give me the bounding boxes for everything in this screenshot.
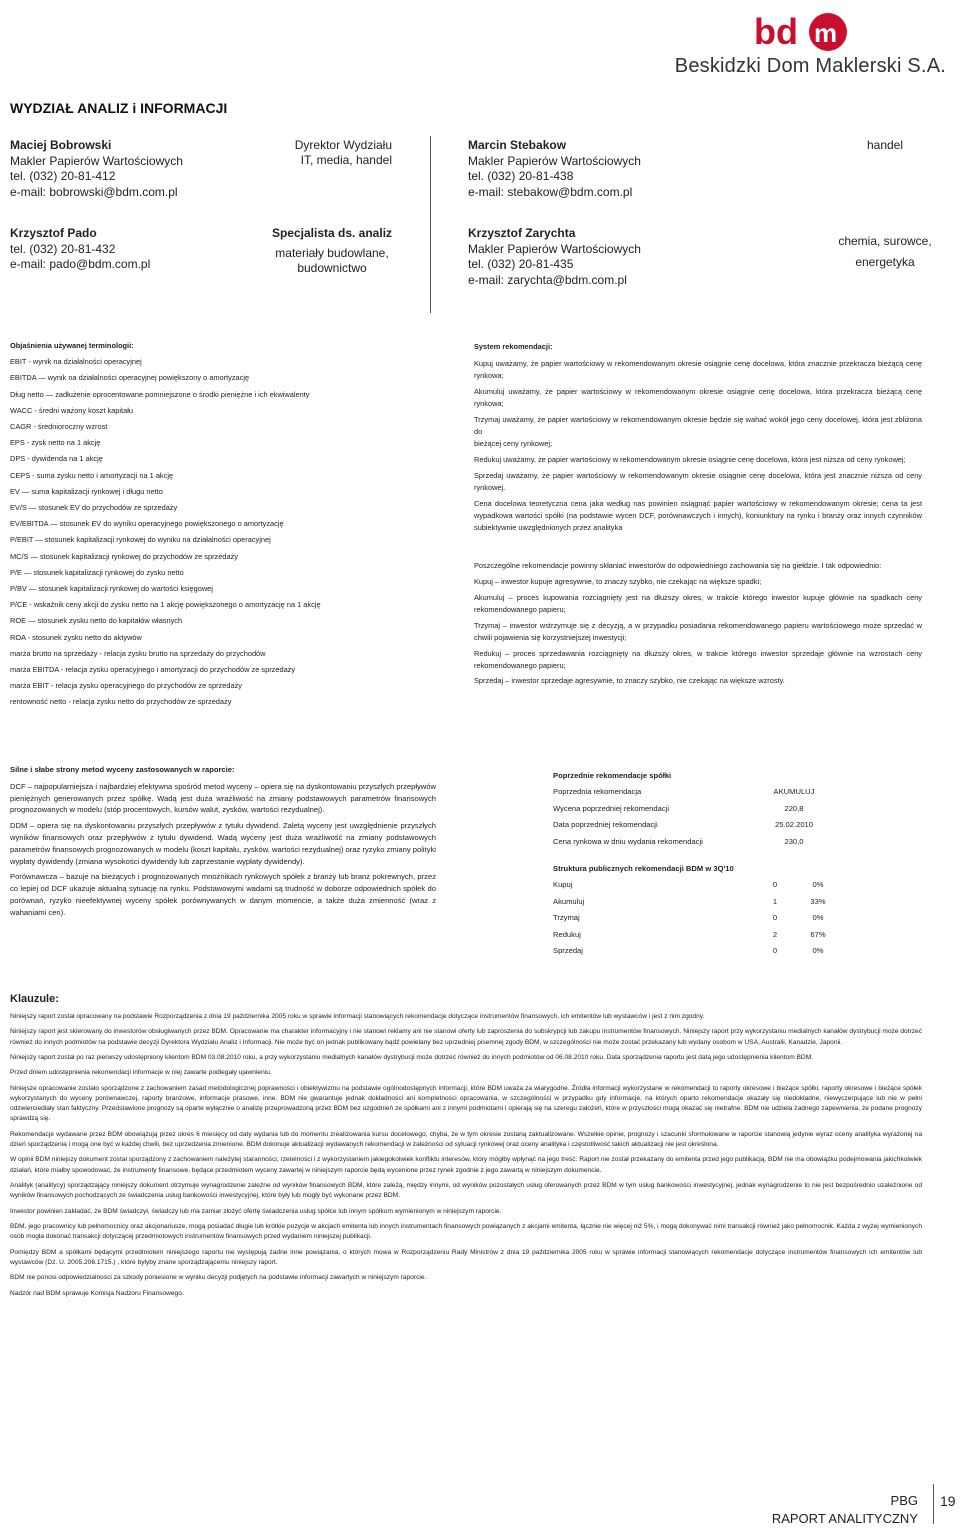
methods-heading: Silne i słabe strony metod wyceny zastosowanych w raporcie: [10,765,235,774]
contact-name: Maciej Bobrowski [10,138,112,152]
structure-table [553,861,843,959]
klauzula-item: Przed dniem udostępnienia rekomendacji informacje w niej zawarte podlegały ujawnieniu. [10,1069,272,1077]
svg-text:m: m [814,18,838,48]
svg-text:bd: bd [754,11,798,52]
contact-title: Makler Papierów Wartościowych [468,153,641,168]
contact-stebakow [468,138,641,200]
table-row: Wycena poprzedniej rekomendacji 220,8 [553,803,804,813]
methods-section [10,764,436,923]
term-item: ROA - stosunek zysku netto do aktywów [10,632,142,642]
contact-phone: tel. (032) 20-81-435 [468,257,574,271]
role-pado [262,226,402,276]
rec-item: Trzymaj – inwestor wstrzymuje się z decyzją, a w przypadku posiadania rekomendowanego papieru wartościowego może sprzedać w chwili pojawienia się korzystniejszej inwestycji; [474,620,922,642]
role-line: Specjalista ds. analiz [271,226,393,240]
klauzula-item: Pomiędzy BDM a spółkami będącymi przedmiotem niniejszego raportu nie występują żadne inne powiązania, o których mowa w Rozporządzeniu Rady Ministrów z dnia 19 października 2005 roku w sprawie informacji stanowiących rekomendacje dotyczące instrumentów finansowych ich emitentów lub wystawców (Dz. U. 2005.206.1715.) , które byłyby znane sporządzającemu niniejszy raport. [10,1248,922,1266]
term-item: EV/EBITDA — stosunek EV do wyniku operacyjnego powiększonego o amortyzację [10,519,284,529]
contact-email[interactable]: e-mail: bobrowski@bdm.com.pl [10,184,178,199]
klauzula-item: Analityk (analitycy) sporządzający niniejszy dokument otrzymuje wynagrodzenie zależne od wyników finansowych BDM, które zależą, między innymi, od wyników pozostałych usług oferowanych przez BDM w tym usług bankowości inwestycyjnej, jednak wynagrodzenie to nie jest bezpośrednio uzależnione od wyników finansowych pochodzących ze świadczenia usług bankowości inwestycyjnej, które były lub mogły być wykonane przez BDM. [10,1181,922,1200]
term-item: CAGR - średnioroczny wzrost [10,422,108,432]
contact-phone: tel. (032) 20-81-412 [10,169,116,183]
term-item: EV — suma kapitalizacji rynkowej i długu netto [10,486,163,496]
terminology-heading: Objaśnienia używanej terminologii: [10,341,134,350]
klauzula-item: Rekomendacje wydawane przez BDM obowiązują przez okres 6 miesięcy od daty wydania lub do momentu zrealizowania kursu docelowego, chyba, że w tym okresie zostaną zaktualizowane. Wszelkie opinie, prognozy i szacunki sformułowane w raporcie stanowią jedynie wyraz oceny analityka wyrażonej na dzień sporządzenia i mogą one być w każdej chwili, bez uprzedzenia zmienione. BDM dokonuje aktualizacji wydawanych rekomendacji w zależności od sytuacji rynkowej oraz oceny analityka i częstotliwość takich aktualizacji nie jest określona. [10,1130,922,1148]
role-bobrowski [250,138,392,168]
role-line: Dyrektor Wydziału [294,138,392,152]
term-item: P/BV — stosunek kapitalizacji rynkowej do wartości księgowej [10,584,213,594]
term-item: marża EBIT - relacja zysku operacyjnego do przychodów ze sprzedaży [10,681,242,691]
rec-item: Sprzedaj – inwestor sprzedaje agresywnie, to znaczy szybko, nie czekając na większe wzrosty. [474,676,785,686]
term-item: ROE — stosunek zysku netto do kapitałów własnych [10,616,183,626]
contact-zarychta [468,226,641,288]
rec-item: Poszczególne rekomendacje powinny skłaniać inwestorów do odpowiedniego zachowania się na giełdzie. I tak odpowiednio: [474,561,882,571]
role-line: chemia, surowce, [838,234,932,248]
page-number: 19 [940,1493,956,1509]
table-heading: Poprzednie rekomendacje spółki [553,771,672,780]
term-item: DPS - dywidenda na 1 akcję [10,454,103,464]
table-row: Cena rynkowa w dniu wydania rekomendacji 230,0 [553,836,804,846]
table-row: Akumuluj 1 33% [553,896,826,906]
term-item: P/E — stosunek kapitalizacji rynkowej do zysku netto [10,567,184,577]
recommendation-section [474,341,922,691]
contact-phone: tel. (032) 20-81-438 [468,169,574,183]
role-stebakow [820,138,950,153]
term-item: P/EBIT — stosunek kapitalizacji rynkowej do wyniku na działalności operacyjnej [10,535,271,545]
klauzula-item: Niniejsze opracowanie zostało sporządzone z zachowaniem zasad metodologicznej poprawności i obiektywizmu na podstawie ogólnodostępnych informacji, które BDM uważa za wiarygodne. Źródła informacji wykorzystane w rekomendacji to raporty okresowe i bieżące spółki, raporty okresowe i bieżące spółek wykorzystanych do wyceny porównawczej, raporty branżowe, informacje prasowe, inne. BDM nie gwarantuje jednak dokładności ani kompletności opracowania, w szczególności w przypadku gdy informacje, na których oparto rekomendacje okazały się niedokładne, niewyczerpujące lub nie w pełni odzwierciedlały stan faktyczny. Przedstawione prognozy są oparte wyłącznie o analizę przeprowadzoną przez BDM bez uzgodnień ze spółkami ani z innymi podmiotami i opierają się na szeregu założeń, które w przyszłości mogą okazać się nietrafne. BDM nie udziela żadnego zapewnienia, że podane prognozy sprawdzą się. [10,1084,922,1123]
term-item: CEPS - suma zysku netto i amortyzacji na 1 akcję [10,470,174,480]
role-line: IT, media, handel [300,153,392,167]
department-title: WYDZIAŁ ANALIZ i INFORMACJI [10,100,228,116]
term-item: marża EBITDA - relacja zysku operacyjnego i amortyzacji do przychodów ze sprzedaży [10,665,296,675]
role-line: energetyka [855,255,915,269]
table-heading: Struktura publicznych rekomendacji BDM w 3Q'10 [553,864,734,873]
contact-name: Krzysztof Zarychta [468,226,576,240]
contact-title: Makler Papierów Wartościowych [468,241,641,256]
table-row: Sprzedaj 0 0% [553,945,824,955]
klauzula-item: Niniejszy raport został opracowany na podstawie Rozporządzenia z dnia 19 października 2005 roku w sprawie informacji stanowiących rekomendacje dotyczące instrumentów finansowych, ich emitentów lub wystawców i jest z nim zgodny. [10,1013,705,1020]
contact-title: Makler Papierów Wartościowych [10,153,183,168]
company-name: Beskidzki Dom Maklerski S.A. [674,55,946,77]
footer-report-type: RAPORT ANALITYCZNY [771,1511,918,1526]
terminology-section [10,338,450,711]
term-item: rentowność netto - relacja zysku netto do przychodów ze sprzedaży [10,697,232,707]
table-row: Redukuj 2 67% [553,929,826,939]
term-item: P/CE - wskaźnik ceny akcji do zysku netto na 1 akcję powiększonego o amortyzację na 1 akcję [10,600,321,610]
role-line: materiały budowlane, [275,246,389,260]
contact-name: Marcin Stebakow [468,138,567,152]
term-item: EPS - zysk netto na 1 akcję [10,438,101,448]
contact-phone: tel. (032) 20-81-432 [10,241,116,256]
klauzule-section [10,1012,922,1304]
rec-item: Redukuj uważamy, że papier wartościowy w rekomendowanym okresie osiągnie cenę docelowa, która jest niższa od ceny rynkowej; [474,455,906,465]
term-item: EBIT - wynik na działalności operacyjnej [10,357,142,367]
klauzule-heading: Klauzule: [10,993,59,1005]
rec-item: Kupuj uważamy, że papier wartościowy w rekomendowanym okresie osiągnie cenę docelowa, która znacznie przekracza bieżącą cenę rynkowa; [474,359,922,381]
term-item: marża brutto na sprzedaży - relacja zysku brutto na sprzedaży do przychodów [10,648,266,658]
contact-bobrowski [10,138,183,200]
role-line: budownictwo [297,261,367,275]
role-line: handel [866,138,904,152]
term-item: EV/S — stosunek EV do przychodów ze sprzedaży [10,503,178,513]
contact-pado [10,226,150,273]
method-item: DDM – opiera się na dyskontowaniu przyszłych przepływów z tytułu dywidend. Zaletą wyceny jest uwzględnienie przyszłych wyników finansowych oraz przepływów z tytułu dywidend. Wadą wyceny jest duża wrażliwość na zmiany podstawowych parametrów finansowych prognozowanych w modelu (koszt kapitału, zysków, wartości rezydualnej) oraz ryzyko zmiany polityki wypłaty dywidendy (zmiana wysokości dywidendy lub zaprzestanie wypłaty dywidendy). [10,821,436,866]
contact-email[interactable]: e-mail: stebakow@bdm.com.pl [468,184,633,199]
bdm-logo-icon [752,6,848,52]
klauzula-item: Nadzór nad BDM sprawuje Komisja Nadzoru Finansowego. [10,1289,184,1297]
klauzula-item: Niniejszy raport został po raz pierwszy udostępniony klientom BDM 03.08.2010 roku, a przy wykorzystaniu medialnych kanałów dystrybucji może dotrzeć również do innych podmiotów od 06.08.2010 roku. Data sporządzenia raportu jest datą jego udostępnienia klientom BDM. [10,1053,814,1061]
klauzula-item: BDM, jego pracownicy lub pełnomocnicy oraz akcjonariusze, mogą posiadać długie lub krótkie pozycje w akcjach emitenta lub innych instrumentach finansowych powiązanych z akcjami emitenta, łącznie nie więcej niż 5%, i mogą dokonywać nimi transakcji również jako pełnomocnik. Każda z wyżej wymienionych osób mogła dokonać transakcji dotyczącej przedmiotowych instrumentów finansowych przed wydaniem niniejszej publikacji. [10,1222,922,1241]
rec-item: Kupuj – inwestor kupuje agresywnie, to znaczy szybko, nie czekając na większe spadki; [474,577,762,587]
contact-email[interactable]: e-mail: pado@bdm.com.pl [10,257,151,271]
klauzula-item: Niniejszy raport jest skierowany do inwestorów obsługiwanych przez BDM. Opracowanie ma charakter informacyjny i nie stanowi reklamy ani nie stanowi oferty lub zaproszenia do subskrypcji lub zakupu instrumentów finansowych. Niniejszy raport przy wykorzystaniu medialnych kanałów dystrybucji może dotrzeć również do innych podmiotów na podstawie decyzji Dyrektora Wydziału Analiz i Informacji. Nie może być on jednak publikowany bądź powielany bez uprzedniej pisemnej zgody BDM, w szczególności nie może zostać przekazany lub wydany osobom w USA, Australii, Kanadzie, Japonii. [10,1028,922,1046]
contacts-divider [430,136,431,313]
rec-item: Cena docelowa teoretyczna cena jaka według nas powinien osiągnąć papier wartościowy w rekomendowanym okresie; cena ta jest wypadkowa wartości spółki (na podstawie wycen DCF, porównawczych i innych), koniunktury na rynku i branży oraz innych czynników subiektywnie uwzględnionych przez analityka [474,498,922,533]
rec-item: Trzymaj uważamy, że papier wartościowy w rekomendowanym okresie będzie się wahać wokół jego ceny docelowej, która jest zbliżona do [474,415,922,437]
term-item: EBITDA — wynik na działalności operacyjnej powiększony o amortyzację [10,373,250,383]
term-item: Dług netto — zadłużenie oprocentowane pomniejszone o środki pieniężne i ich ekwiwalenty [10,389,310,399]
table-row: Kupuj 0 0% [553,880,824,890]
method-item: Porównawcza – bazuje na bieżących i prognozowanych mnożnikach rynkowych spółek z branży lub branż pokrewnych, przez co lepiej od DCF ukazuje aktualną sytuację na rynku. Podstawowymi wadami są trudność w doborze odpowiednich spółek do porównań, ryzyko nieefektywnej wyceny spółek porównywanych w danym momencie, a także duża zmienność (wraz z wahaniami cen). [10,872,436,917]
table-row: Data poprzedniej rekomendacji 25.02.2010 [553,820,813,830]
table-row: Trzymaj 0 0% [553,913,824,923]
method-item: DCF – najpopularniejsza i najbardziej efektywna spośród metod wyceny – opiera się na dyskontowaniu przyszłych przepływów pieniężnych generowanych przez spółkę. Wadą jest duża wrażliwość na zmiany podstawowych parametrów finansowych prognozowanych w modelu (stóp procentowych, kursów walut, zysków, wartości rezydualnej). [10,781,436,815]
table-row: Poprzednia rekomendacja AKUMULUJ [553,787,815,797]
contact-name: Krzysztof Pado [10,226,97,240]
footer-company: PBG [890,1493,918,1508]
rec-item: Akumuluj uważamy, że papier wartościowy w rekomendowanym okresie osiągnie cenę docelowa, która przekracza bieżącą cenę rynkowa; [474,387,922,409]
term-item: MC/S — stosunek kapitalizacji rynkowej do przychodów ze sprzedaży [10,551,238,561]
klauzula-item: W opinii BDM niniejszy dokument został sporządzony z zachowaniem należytej staranności, rzetelności i z wykorzystaniem jakiegokolwiek konfliktu interesów, który mógłby wpłynąć na jego treść. Raport nie został przekazany do emitenta przed jego publikacją. BDM nie ma obowiązku podejmowania jakichkolwiek działań, które miałby spowodować, że instrumenty finansowe, będące przedmiotem wyceny zawartej w niniejszym raporcie będą wycenione przez rynek zgodnie z jego zawartą w niniejszym dokumencie. [10,1156,922,1174]
rec-item: Akumuluj – proces kupowania rozciągnięty jest na dłuższy okres, w trakcie którego inwestor kupuje głównie na spadkach ceny rekomendowanego papieru; [474,592,922,614]
klauzula-item: BDM nie ponosi odpowiedzialności za szkody poniesione w wyniku decyzji podjętych na podstawie informacji zawartych w niniejszym raporcie. [10,1274,427,1282]
term-item: WACC - średni ważony koszt kapitału [10,405,133,415]
recommendation-heading: System rekomendacji: [474,342,553,351]
footer-divider [933,1484,934,1524]
klauzula-item: Inwestor powinien zakładać, że BDM świadczył, świadczy lub ma zamiar złożyć ofertę świadczenia usług spółce lub innym spółkom wymienionym w niniejszym raporcie. [10,1207,502,1215]
role-zarychta [815,231,955,273]
rec-item: Sprzedaj uważamy, że papier wartościowy w rekomendowanym okresie osiągnie cenę docelowa, która jest znacznie niższa od ceny rynkowej. [474,470,922,493]
rec-item: Redukuj – proces sprzedawania rozciągnięty na dłuższy okres, w trakcie którego inwestor sprzedaje głównie na wzrostach ceny rekomendowanego papieru; [474,648,922,670]
previous-recommendation-table [553,768,843,850]
rec-item: bieżącej ceny rynkowej; [474,439,553,449]
contact-email[interactable]: e-mail: zarychta@bdm.com.pl [468,272,627,287]
